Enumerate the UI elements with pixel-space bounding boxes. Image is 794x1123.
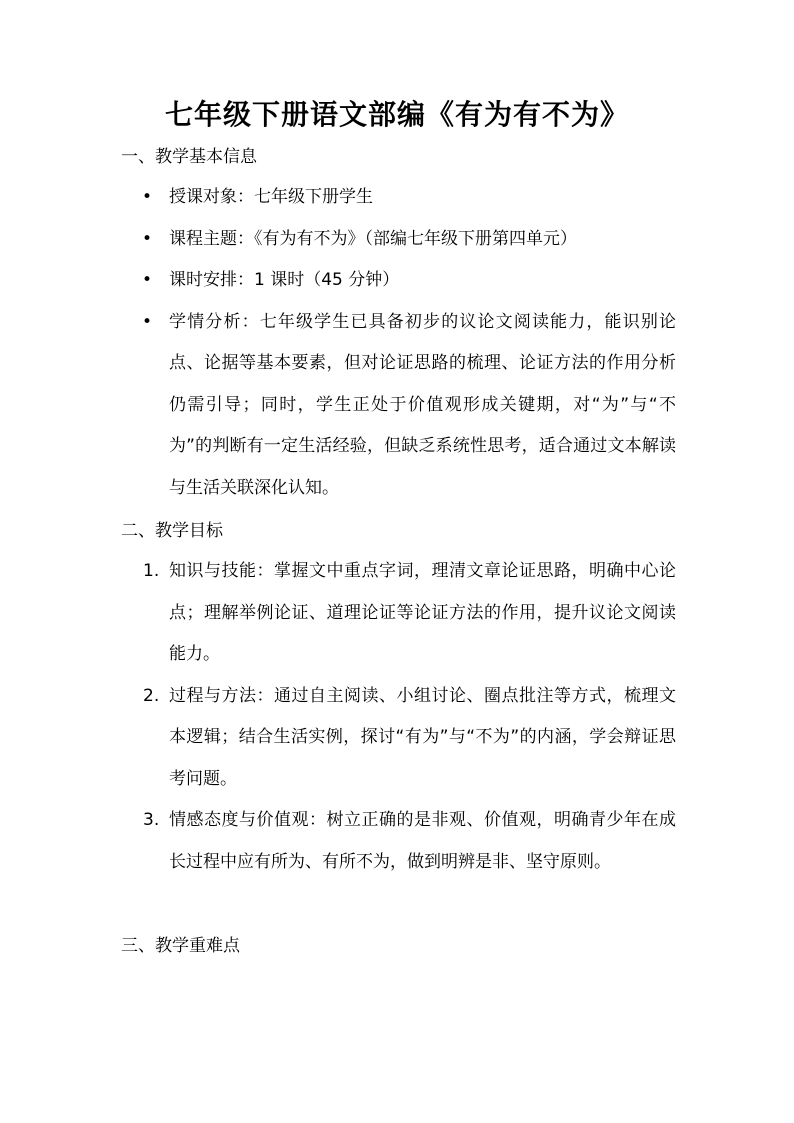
list-item-text: 过程与方法：通过自主阅读、小组讨论、圈点批注等方式，梳理文本逻辑；结合生活实例，探讨“有为”与“不为”的内涵，学会辩证思考问题。 — [169, 685, 676, 789]
bullet-icon: • — [142, 270, 153, 290]
section-heading-objectives: 二、教学目标 — [121, 521, 223, 541]
list-item — [0, 551, 676, 676]
list-item-text: 课程主题：《有为有不为》（部编七年级下册第四单元） — [169, 228, 577, 249]
list-item — [0, 177, 676, 219]
list-number: 2. — [143, 685, 160, 706]
list-item-text: 情感态度与价值观：树立正确的是非观、价值观，明确青少年在成长过程中应有所为、有所不为，做到明辨是非、坚守原则。 — [169, 810, 676, 872]
bullet-icon: • — [142, 187, 153, 207]
document-title: 七年级下册语文部编《有为有不为》 — [164, 98, 629, 131]
list-item — [0, 676, 676, 801]
section-heading-basic-info: 一、教学基本信息 — [121, 147, 257, 167]
list-item-text: 学情分析：七年级学生已具备初步的议论文阅读能力，能识别论点、论据等基本要素，但对论证思路的梳理、论证方法的作用分析仍需引导；同时，学生正处于价值观形成关键期，对“为”与“不为”的判断有一定生活经验，但缺乏系统性思考，适合通过文本解读与生活关联深化认知。 — [169, 311, 676, 498]
bullet-icon: • — [142, 311, 153, 332]
list-item-text: 课时安排：1 课时（45 分钟） — [169, 270, 400, 290]
list-number: 1. — [143, 561, 160, 581]
list-item-text: 授课对象：七年级下册学生 — [169, 187, 373, 207]
bullet-icon: • — [142, 228, 153, 249]
list-item-text: 知识与技能：掌握文中重点字词，理清文章论证思路，明确中心论点；理解举例论证、道理论证等论证方法的作用，提升议论文阅读能力。 — [169, 561, 676, 664]
objectives-list — [0, 551, 676, 883]
basic-info-list — [0, 177, 676, 509]
list-item — [0, 302, 676, 510]
section-heading-key-points: 三、教学重难点 — [121, 936, 240, 956]
list-item — [0, 260, 676, 302]
list-item — [0, 800, 676, 883]
list-item — [0, 219, 676, 261]
list-number: 3. — [143, 810, 160, 830]
